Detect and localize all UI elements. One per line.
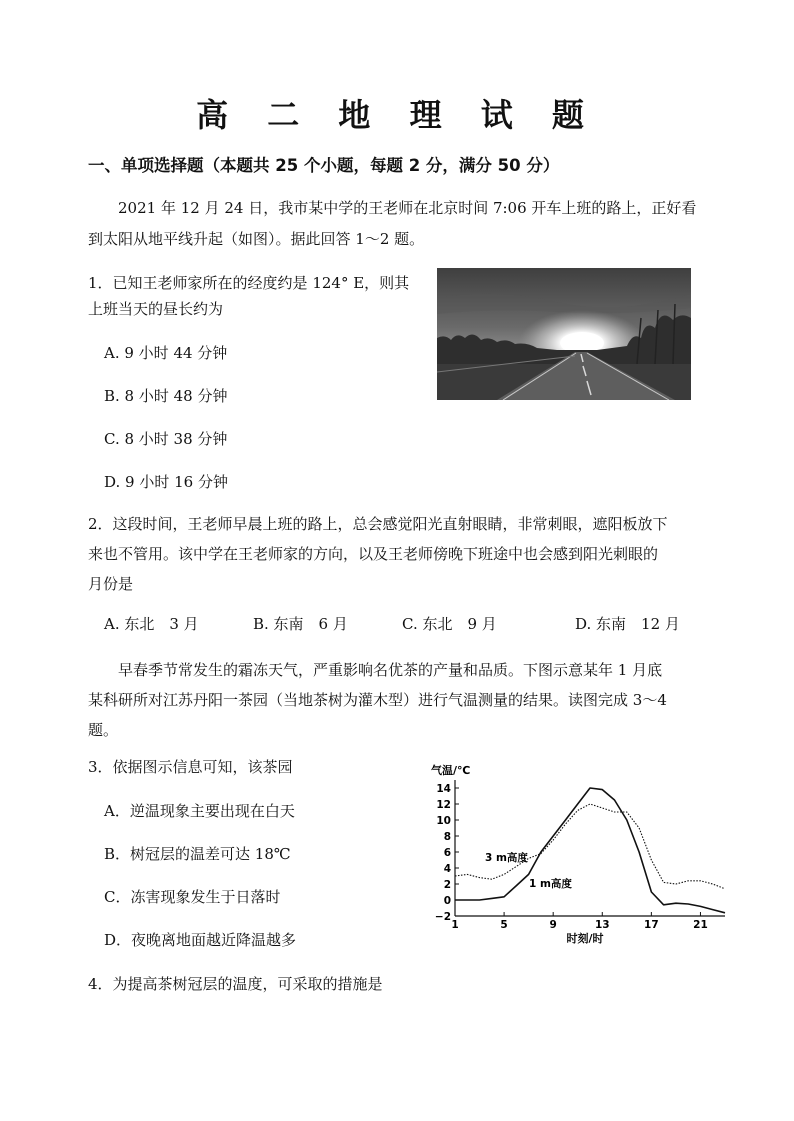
q2-stem-line1: 2．这段时间，王老师早晨上班的路上，总会感觉阳光直射眼睛，非常刺眼，遮阳板放下 xyxy=(88,515,668,533)
series-label-3m: 3 m高度 xyxy=(485,852,528,864)
q1-stem-line2: 上班当天的昼长约为 xyxy=(88,300,224,318)
y-tick-label: 14 xyxy=(436,783,451,795)
intro2-line2: 某科研所对江苏丹阳一茶园（当地茶树为灌木型）进行气温测量的结果。读图完成 3～4 xyxy=(88,691,667,709)
q2-option-d: D. 东南 12 月 xyxy=(575,615,680,633)
chart-ticks xyxy=(435,783,708,931)
q2-option-a: A. 东北 3 月 xyxy=(104,615,199,633)
chart-xlabel: 时刻/时 xyxy=(566,932,604,945)
series-label-1m: 1 m高度 xyxy=(529,878,572,890)
y-tick-label: 8 xyxy=(443,831,451,843)
series-line-3m xyxy=(455,804,725,889)
chart-series xyxy=(455,788,725,913)
q3-stem: 3．依据图示信息可知，该茶园 xyxy=(88,758,293,776)
intro1-line1: 2021 年 12 月 24 日，我市某中学的王老师在北京时间 7:06 开车上班的路上，正好看 xyxy=(118,199,697,217)
temperature-chart xyxy=(425,760,735,950)
intro1-line2: 到太阳从地平线升起（如图）。据此回答 1～2 题。 xyxy=(88,230,425,248)
y-tick-label: 6 xyxy=(443,847,451,859)
chart-axes xyxy=(455,780,725,916)
y-tick-label: −2 xyxy=(434,911,451,923)
series-line-1m xyxy=(455,788,725,913)
q2-option-c: C. 东北 9 月 xyxy=(402,615,497,633)
x-tick-label: 1 xyxy=(451,919,459,931)
q4-stem: 4．为提高茶树冠层的温度，可采取的措施是 xyxy=(88,975,383,993)
x-tick-label: 21 xyxy=(693,919,708,931)
q1-option-b: B. 8 小时 48 分钟 xyxy=(104,387,228,405)
temperature-chart-svg xyxy=(425,760,735,950)
q1-option-d: D. 9 小时 16 分钟 xyxy=(104,473,228,491)
sunrise-photo-image xyxy=(437,268,691,400)
q3-option-d: D．夜晚离地面越近降温越多 xyxy=(104,931,297,949)
x-tick-label: 13 xyxy=(594,919,610,931)
q3-option-a: A．逆温现象主要出现在白天 xyxy=(104,802,295,820)
q2-stem-line3: 月份是 xyxy=(88,575,134,593)
x-tick-label: 9 xyxy=(549,919,557,931)
x-tick-label: 5 xyxy=(500,919,508,931)
section-heading: 一、单项选择题（本题共 25 个小题，每题 2 分，满分 50 分） xyxy=(88,156,560,175)
y-tick-label: 10 xyxy=(436,815,451,827)
sunrise-road-photo xyxy=(437,268,691,400)
intro2-line1: 早春季节常发生的霜冻天气，严重影响名优茶的产量和品质。下图示意某年 1 月底 xyxy=(118,661,663,679)
y-tick-label: 2 xyxy=(443,879,451,891)
q2-stem-line2: 来也不管用。该中学在王老师家的方向，以及王老师傍晚下班途中也会感到阳光刺眼的 xyxy=(88,545,659,563)
q2-option-b: B. 东南 6 月 xyxy=(253,615,348,633)
x-tick-label: 17 xyxy=(644,919,659,931)
q3-option-b: B．树冠层的温差可达 18℃ xyxy=(104,845,291,863)
chart-ylabel: 气温/℃ xyxy=(431,764,471,777)
q3-option-c: C．冻害现象发生于日落时 xyxy=(104,888,281,906)
y-tick-label: 4 xyxy=(443,863,451,875)
y-tick-label: 12 xyxy=(436,799,451,811)
q1-option-a: A. 9 小时 44 分钟 xyxy=(104,344,228,362)
q1-option-c: C. 8 小时 38 分钟 xyxy=(104,430,228,448)
intro2-line3: 题。 xyxy=(88,721,119,739)
y-tick-label: 0 xyxy=(443,895,451,907)
page-title: 高 二 地 理 试 题 xyxy=(196,96,598,134)
q1-stem-line1: 1．已知王老师家所在的经度约是 124° E，则其 xyxy=(88,274,410,292)
